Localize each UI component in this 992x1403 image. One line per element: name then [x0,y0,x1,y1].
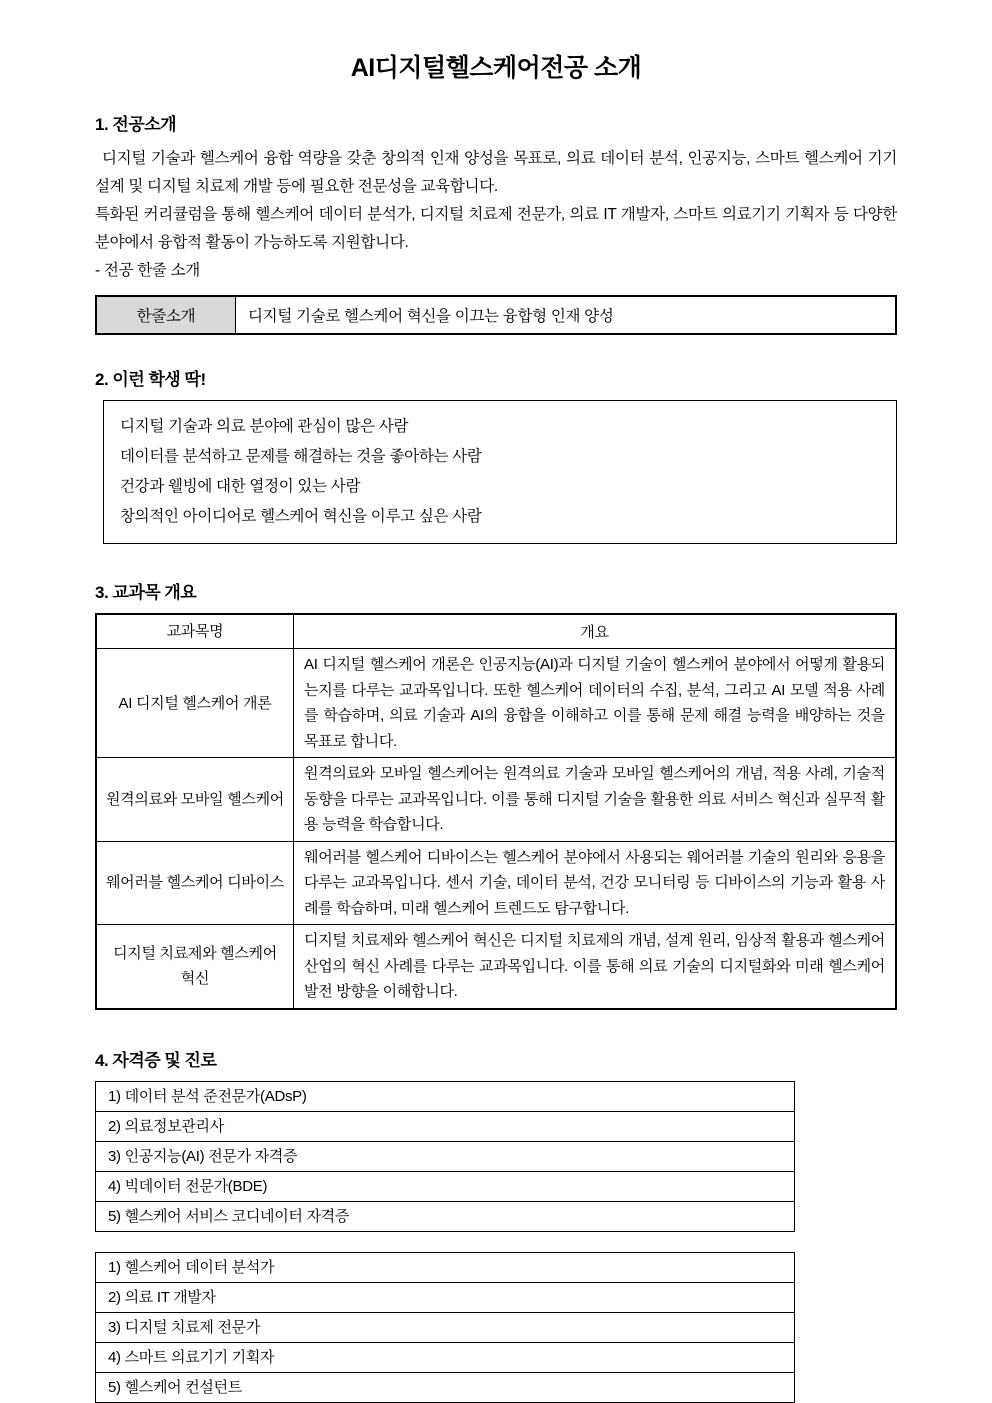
table-row [96,1111,795,1141]
table-header-row [96,614,896,649]
career-item: 4) 스마트 의료기기 기획자 [96,1342,795,1372]
course-desc-header: 개요 [294,614,897,649]
course-name-cell: 원격의료와 모바일 헬스케어 [96,758,294,842]
certificate-item: 5) 헬스케어 서비스 코디네이터 자격증 [96,1201,795,1231]
table-row [96,1282,795,1312]
section1-paragraph-2: 특화된 커리큘럼을 통해 헬스케어 데이터 분석가, 디지털 치료제 전문가, 의료 IT 개발자, 스마트 의료기기 기획자 등 다양한 분야에서 융합적 활동이 가능하도록 지원합니다. [95,206,897,251]
course-name-cell: AI 디지털 헬스케어 개론 [96,649,294,758]
career-item: 5) 헬스케어 컨설턴트 [96,1372,795,1402]
list-item: 건강과 웰빙에 대한 열정이 있는 사람 [120,478,361,495]
section1-note: - 전공 한줄 소개 [95,262,200,279]
certificate-item: 2) 의료정보관리사 [96,1111,795,1141]
section2-heading: 2. 이런 학생 딱! [95,370,206,389]
course-table [95,613,897,1010]
course-name-cell: 디지털 치료제와 헬스케어 혁신 [96,925,294,1009]
course-name-header: 교과목명 [96,614,294,649]
table-row [96,758,896,842]
table-row [96,1372,795,1402]
section-major-intro [95,110,897,335]
certificate-item: 1) 데이터 분석 준전문가(ADsP) [96,1081,795,1111]
table-row [96,649,896,758]
certificate-item: 3) 인공지능(AI) 전문가 자격증 [96,1141,795,1171]
page-title: AI디지털헬스케어전공 소개 [350,54,642,82]
spacer [95,1010,897,1046]
course-desc-cell: AI 디지털 헬스케어 개론은 인공지능(AI)과 디지털 기술이 헬스케어 분야에서 어떻게 활용되는지를 다루는 교과목입니다. 또한 헬스케어 데이터의 수집, 분석, 그리고 AI 모델 적용 사례를 학습하며, 의료 기술과 AI의 융합을 이해하고 이를 통해 문제 해결 능력을 배양하는 것을 목표로 합니다. [294,649,897,758]
spacer [95,544,897,578]
table-row [96,1171,795,1201]
section4-heading: 4. 자격증 및 진로 [95,1050,217,1070]
course-desc-cell: 웨어러블 헬스케어 디바이스는 헬스케어 분야에서 사용되는 웨어러블 기술의 원리와 응용을 다루는 교과목입니다. 센서 기술, 데이터 분석, 건강 모니터링 등 디바이스의 기능과 활용 사례를 학습하며, 미래 헬스케어 트렌드도 탐구합니다. [294,841,897,925]
list-item: 디지털 기술과 의료 분야에 관심이 많은 사람 [120,418,409,435]
table-row [96,841,896,925]
list-item: 데이터를 분석하고 문제를 해결하는 것을 좋아하는 사람 [120,448,482,465]
certificate-item: 4) 빅데이터 전문가(BDE) [96,1171,795,1201]
oneline-label-cell: 한줄소개 [96,296,236,334]
section-certificates-careers [95,1046,897,1403]
table-row [96,925,896,1009]
careers-list [95,1252,795,1403]
section-target-students [95,365,897,544]
table-row [96,1342,795,1372]
oneline-value-cell: 디지털 기술로 헬스케어 혁신을 이끄는 융합형 인재 양성 [236,296,897,334]
course-desc-cell: 디지털 치료제와 헬스케어 혁신은 디지털 치료제의 개념, 설계 원리, 임상적 활용과 헬스케어 산업의 혁신 사례를 다루는 교과목입니다. 이를 통해 의료 기술의 디지털화와 미래 헬스케어 발전 방향을 이해합니다. [294,925,897,1009]
section1-heading: 1. 전공소개 [95,115,177,134]
course-name-cell: 웨어러블 헬스케어 디바이스 [96,841,294,925]
target-students-box [103,400,897,544]
spacer [95,1232,897,1252]
section3-heading: 3. 교과목 개요 [95,583,197,602]
certificates-list [95,1081,795,1232]
section-course-overview [95,578,897,1010]
career-item: 2) 의료 IT 개발자 [96,1282,795,1312]
career-item: 1) 헬스케어 데이터 분석가 [96,1252,795,1282]
section1-paragraph-1: 디지털 기술과 헬스케어 융합 역량을 갖춘 창의적 인재 양성을 목표로, 의료 데이터 분석, 인공지능, 스마트 헬스케어 기기 설계 및 디지털 치료제 개발 등에 필요한 전문성을 교육합니다. [95,150,897,195]
list-item: 창의적인 아이디어로 헬스케어 혁신을 이루고 싶은 사람 [120,508,482,525]
table-row [96,1201,795,1231]
table-row [96,1312,795,1342]
course-desc-cell: 원격의료와 모바일 헬스케어는 원격의료 기술과 모바일 헬스케어의 개념, 적용 사례, 기술적 동향을 다루는 교과목입니다. 이를 통해 디지털 기술을 활용한 의료 서비스 혁신과 실무적 활용 능력을 학습합니다. [294,758,897,842]
table-row [96,1252,795,1282]
table-row [96,1141,795,1171]
oneline-intro-table [95,295,897,335]
table-row [96,1081,795,1111]
career-item: 3) 디지털 치료제 전문가 [96,1312,795,1342]
table-row [96,296,896,334]
spacer [95,335,897,365]
